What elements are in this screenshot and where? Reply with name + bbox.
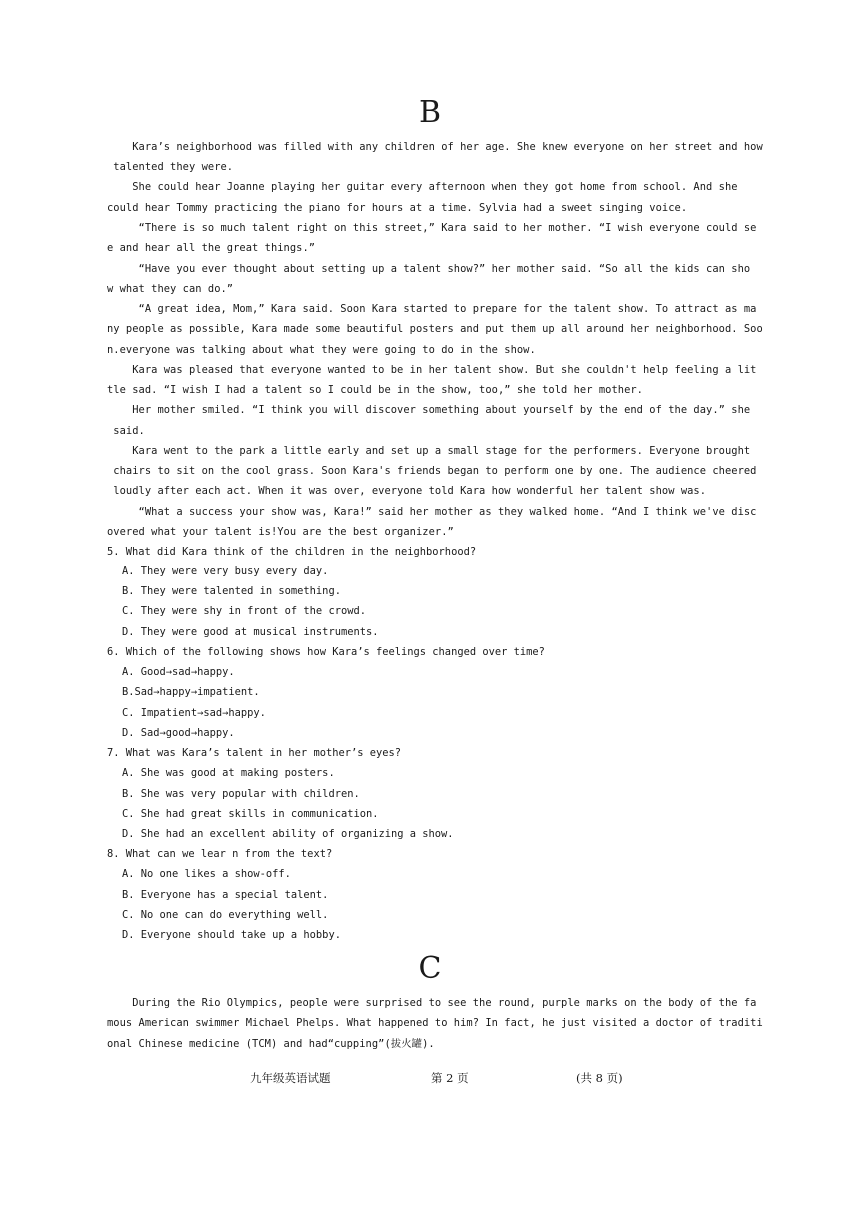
footer-page-total: (共 8 页) xyxy=(576,1071,623,1085)
answer-option-c: C. They were shy in front of the crowd. xyxy=(122,605,366,617)
section-b-heading: B xyxy=(418,95,442,130)
answer-option-a: A. Good→sad→happy. xyxy=(122,666,235,678)
passage-line: loudly after each act. When it was over, everyone told Kara how wonderful her talent show was. xyxy=(107,485,707,497)
passage-line: talented they were. xyxy=(107,161,234,173)
passage-line: Kara went to the park a little early and set up a small stage for the performers. Everyone brought xyxy=(107,445,751,457)
passage-line: “Have you ever thought about setting up a talent show?” her mother said. “So all the kids can sho xyxy=(107,263,751,275)
section-c-heading: C xyxy=(418,951,442,986)
passage-line: ny people as possible, Kara made some beautiful posters and put them up all around her neighborhood. Soo xyxy=(107,323,763,335)
passage-line: overed what your talent is!You are the best organizer.” xyxy=(107,526,454,538)
passage-line: w what they can do.” xyxy=(107,283,234,295)
answer-option-b: B. She was very popular with children. xyxy=(122,788,360,800)
passage-line: During the Rio Olympics, people were surprised to see the round, purple marks on the body of the fa xyxy=(107,997,757,1009)
answer-option-d: D. Everyone should take up a hobby. xyxy=(122,929,341,941)
question-stem: 7. What was Kara’s talent in her mother’s eyes? xyxy=(107,747,402,759)
passage-line: Kara was pleased that everyone wanted to be in her talent show. But she couldn't help feeling a lit xyxy=(107,364,757,376)
answer-option-c: C. No one can do everything well. xyxy=(122,909,329,921)
answer-option-d: D. She had an excellent ability of organizing a show. xyxy=(122,828,454,840)
passage-line: Her mother smiled. “I think you will discover something about yourself by the end of the day.” she xyxy=(107,404,751,416)
answer-option-b: B. Everyone has a special talent. xyxy=(122,889,329,901)
footer-subject: 九年级英语试题 xyxy=(250,1071,331,1085)
answer-option-b: B.Sad→happy→impatient. xyxy=(122,686,260,698)
passage-line: e and hear all the great things.” xyxy=(107,242,316,254)
passage-line: tle sad. “I wish I had a talent so I could be in the show, too,” she told her mother. xyxy=(107,384,643,396)
answer-option-d: D. Sad→good→happy. xyxy=(122,727,235,739)
answer-option-c: C. She had great skills in communication. xyxy=(122,808,379,820)
passage-line: onal Chinese medicine (TCM) and had“cupping”(拔火罐). xyxy=(107,1038,435,1050)
question-stem: 6. Which of the following shows how Kara’s feelings changed over time? xyxy=(107,646,545,658)
question-stem: 5. What did Kara think of the children in the neighborhood? xyxy=(107,546,477,558)
answer-option-a: A. She was good at making posters. xyxy=(122,767,335,779)
answer-option-c: C. Impatient→sad→happy. xyxy=(122,707,266,719)
answer-option-d: D. They were good at musical instruments. xyxy=(122,626,379,638)
passage-line: “A great idea, Mom,” Kara said. Soon Kara started to prepare for the talent show. To attract as ma xyxy=(107,303,757,315)
answer-option-a: A. They were very busy every day. xyxy=(122,565,329,577)
passage-line: chairs to sit on the cool grass. Soon Kara's friends began to perform one by one. The audience cheered xyxy=(107,465,757,477)
passage-line: mous American swimmer Michael Phelps. What happened to him? In fact, he just visited a doctor of traditi xyxy=(107,1017,763,1029)
passage-line: She could hear Joanne playing her guitar every afternoon when they got home from school. And she xyxy=(107,181,738,193)
question-stem: 8. What can we lear n from the text? xyxy=(107,848,333,860)
passage-line: said. xyxy=(107,425,145,437)
passage-line: Kara’s neighborhood was filled with any children of her age. She knew everyone on her street and how xyxy=(107,141,763,153)
passage-line: “There is so much talent right on this street,” Kara said to her mother. “I wish everyone could se xyxy=(107,222,757,234)
answer-option-a: A. No one likes a show-off. xyxy=(122,868,291,880)
footer-page-number: 第 2 页 xyxy=(431,1071,469,1085)
passage-line: could hear Tommy practicing the piano for hours at a time. Sylvia had a sweet singing voice. xyxy=(107,202,688,214)
passage-line: “What a success your show was, Kara!” said her mother as they walked home. “And I think we've disc xyxy=(107,506,757,518)
answer-option-b: B. They were talented in something. xyxy=(122,585,341,597)
passage-line: n.everyone was talking about what they were going to do in the show. xyxy=(107,344,536,356)
